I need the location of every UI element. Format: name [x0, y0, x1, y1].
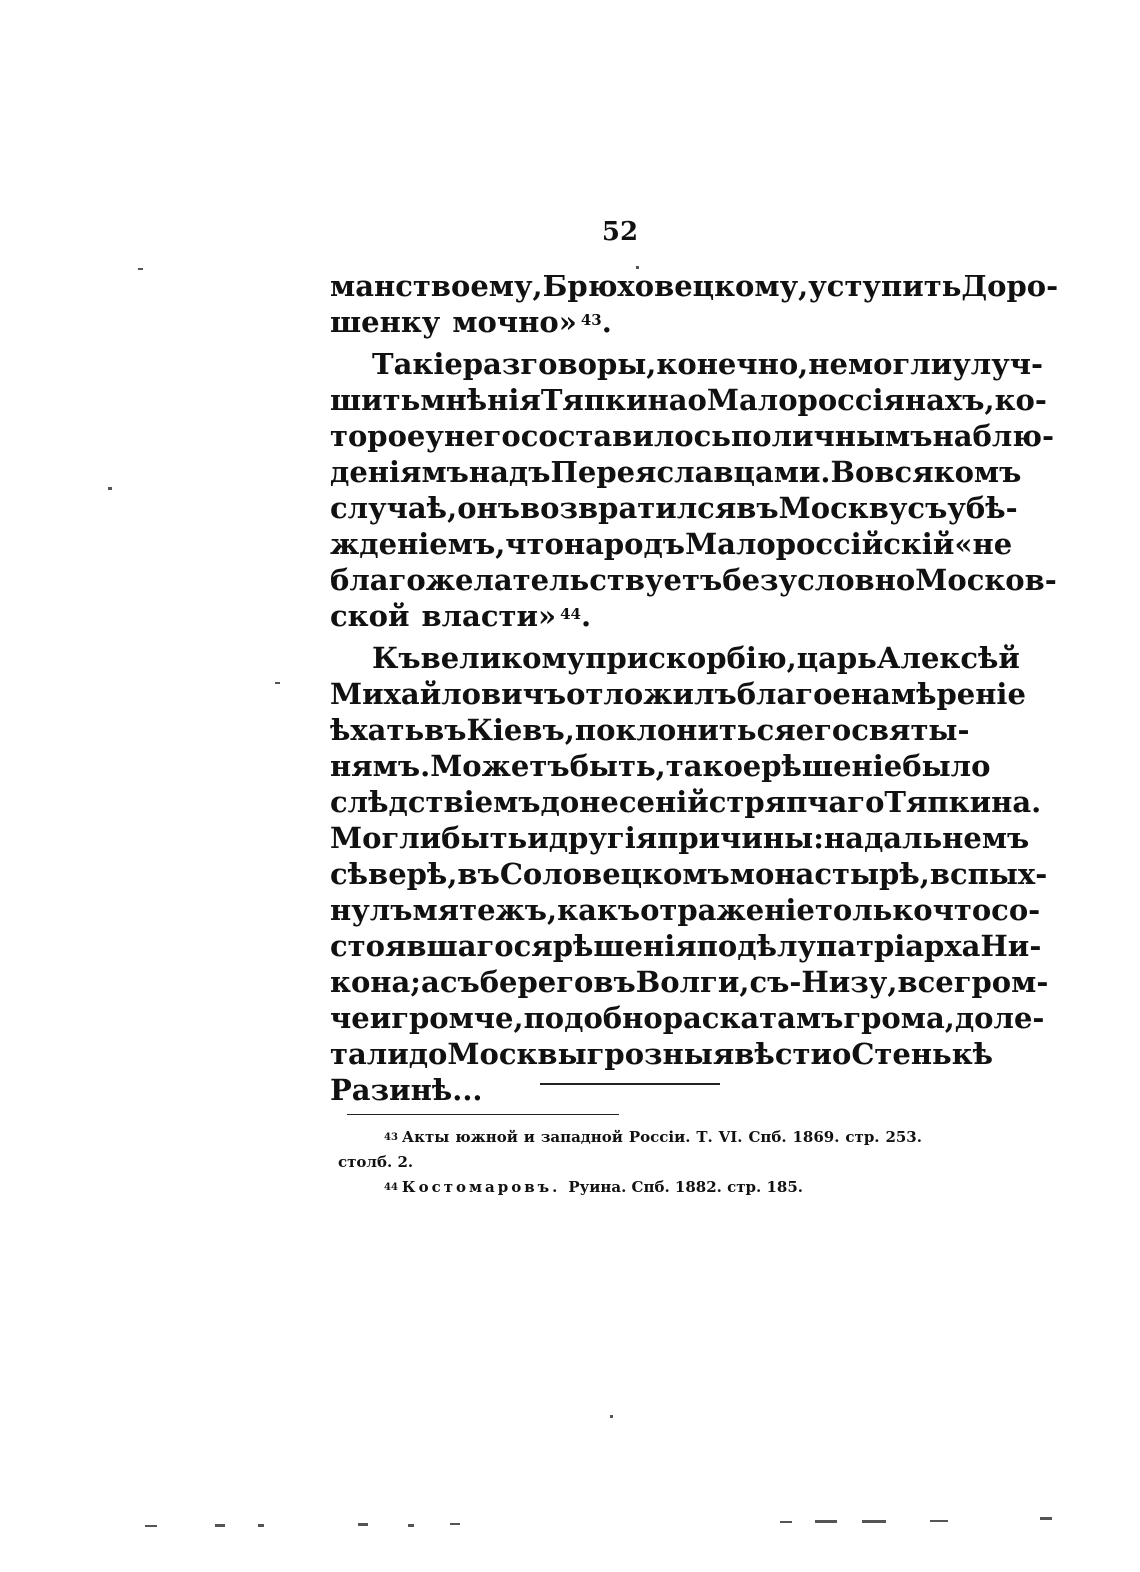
word: «не	[954, 527, 1013, 561]
word: его	[795, 713, 852, 747]
text-line	[330, 454, 1022, 490]
word: ской	[330, 599, 410, 633]
footnote-43-line-1	[338, 1125, 922, 1150]
word: Алексѣй	[876, 641, 1020, 675]
footnote-43-words	[384, 1125, 922, 1150]
word: нямъ.	[330, 749, 431, 783]
text-line	[330, 892, 1041, 928]
text-line	[330, 1000, 1045, 1036]
word: доле-	[954, 1001, 1045, 1035]
word: власти»	[421, 599, 557, 633]
word: онъ	[457, 491, 521, 525]
text-line	[330, 1036, 994, 1072]
text-line	[330, 598, 922, 634]
word: что	[932, 893, 992, 927]
footnote-44-author: Костомаровъ.	[401, 1178, 561, 1196]
word: конечно,	[656, 347, 809, 381]
footnote-44	[338, 1175, 922, 1200]
scan-speck	[358, 1523, 368, 1526]
word: съ	[439, 965, 480, 999]
footnote-word: 1869.	[792, 1128, 840, 1146]
word: стряпчаго	[708, 785, 885, 819]
word: монастырѣ,	[729, 857, 930, 891]
scan-speck	[108, 487, 112, 490]
footnote-word: Т.	[696, 1128, 713, 1146]
footnote-44-mark: 44	[384, 1182, 398, 1193]
word: Тяпкина.	[884, 785, 1042, 819]
word: въ	[457, 857, 500, 891]
word: мнѣнія	[420, 383, 541, 417]
word: убѣ-	[947, 491, 1018, 525]
word: Соловецкомъ	[499, 857, 730, 891]
word: тали	[330, 1037, 409, 1071]
word: Брюховецкому,	[542, 269, 809, 303]
word: Волги,	[635, 965, 750, 999]
text-line	[330, 346, 1044, 382]
word: было	[902, 749, 991, 783]
word: рѣшеніе	[761, 749, 903, 783]
scan-speck	[450, 1523, 460, 1525]
text-line	[330, 928, 1042, 964]
word: такое	[665, 749, 762, 783]
word: Можетъ	[430, 749, 570, 783]
footnote-word: и	[523, 1128, 535, 1146]
word: царь	[796, 641, 877, 675]
text-line	[330, 712, 970, 748]
text-line	[330, 490, 1018, 526]
word: только	[814, 893, 933, 927]
footnote-word: Спб.	[748, 1128, 787, 1146]
text-line	[330, 526, 1013, 562]
word: ему,	[470, 269, 543, 303]
word: могли	[847, 347, 953, 381]
word: Москву	[778, 491, 908, 525]
word: до	[408, 1037, 448, 1071]
word: намѣреніе	[850, 677, 1026, 711]
trailing-punctuation: .	[601, 305, 612, 339]
word: у	[425, 419, 444, 453]
scan-speck	[215, 1524, 225, 1527]
text-line	[330, 418, 1055, 454]
word: въ	[736, 491, 779, 525]
word: великому	[420, 641, 586, 675]
word: слѣдствіемъ	[330, 785, 541, 819]
word: Михайловичъ	[330, 677, 567, 711]
body-text	[330, 268, 1059, 1108]
word: съ-Низу,	[749, 965, 898, 999]
word: благое	[736, 677, 851, 711]
word: и	[527, 821, 549, 855]
word: ѣхать	[330, 713, 425, 747]
word: въ	[424, 713, 467, 747]
text-line	[330, 382, 1047, 418]
word: все	[897, 965, 954, 999]
word: другія	[548, 821, 658, 855]
word: раскатамъ	[662, 1001, 844, 1035]
word: разговоры,	[462, 347, 657, 381]
scan-speck	[1040, 1517, 1052, 1520]
text-line	[330, 268, 1059, 304]
footnote-word: VI.	[718, 1128, 743, 1146]
word: деніямъ	[330, 455, 469, 489]
scan-speck	[258, 1524, 264, 1527]
footnote-word: 253.	[885, 1128, 922, 1146]
footnote-word: Россіи.	[628, 1128, 691, 1146]
word: что	[505, 527, 564, 561]
word: шить	[330, 383, 421, 417]
text-line	[330, 964, 1049, 1000]
word: манство	[330, 269, 471, 303]
word: дѣлу	[737, 929, 816, 963]
section-end-rule	[540, 1083, 720, 1085]
footnote-reference[interactable]: 44	[560, 605, 581, 623]
word: отраженіе	[640, 893, 815, 927]
word: грозныя	[586, 1037, 735, 1071]
scan-speck	[145, 1525, 157, 1527]
word: вѣсти	[734, 1037, 832, 1071]
footnote-word: Акты	[401, 1128, 450, 1146]
word: нулъ	[330, 893, 413, 927]
word: Москов-	[915, 563, 1057, 597]
word: грома,	[843, 1001, 955, 1035]
word: уступить	[808, 269, 962, 303]
word: улуч-	[952, 347, 1044, 381]
word: причины:	[657, 821, 824, 855]
word: громче,	[391, 1001, 524, 1035]
word: народъ	[563, 527, 686, 561]
text-line	[330, 640, 1020, 676]
word: Къ	[372, 641, 421, 675]
word: поклониться	[574, 713, 796, 747]
word: мочно»	[452, 305, 577, 339]
scan-speck	[930, 1520, 948, 1522]
word: святы-	[851, 713, 970, 747]
word: личнымъ	[771, 419, 933, 453]
word: Москвы	[447, 1037, 587, 1071]
word: прискорбію,	[585, 641, 797, 675]
text-line	[330, 820, 1030, 856]
word: безусловно	[722, 563, 916, 597]
word: благожелательствуетъ	[330, 563, 723, 597]
word: случаѣ,	[330, 491, 458, 525]
word: не	[808, 347, 848, 381]
word: Малороссіянахъ,	[706, 383, 995, 417]
word: вспых-	[929, 857, 1048, 891]
word: быть,	[569, 749, 666, 783]
word: надъ	[468, 455, 551, 489]
word: жденіемъ,	[330, 527, 506, 561]
word: кона;	[330, 965, 422, 999]
scan-speck	[862, 1520, 886, 1523]
word: гром-	[953, 965, 1049, 999]
word: мятежъ,	[412, 893, 558, 927]
word: Во	[830, 455, 875, 489]
word: подобно	[523, 1001, 663, 1035]
footnote-43-mark: 43	[384, 1132, 398, 1143]
word: Малороссійскій	[685, 527, 955, 561]
footnote-word: западной	[540, 1128, 623, 1146]
footnote-word: стр.	[845, 1128, 880, 1146]
word: Тяпкина	[540, 383, 688, 417]
word: а	[421, 965, 440, 999]
word: че	[330, 1001, 370, 1035]
word: Могли	[330, 821, 442, 855]
word: составилось	[520, 419, 731, 453]
word: Стенькѣ	[851, 1037, 994, 1071]
word: на	[823, 821, 864, 855]
word: по	[696, 929, 738, 963]
page-number: 52	[601, 217, 639, 247]
word: торое	[330, 419, 426, 453]
word: Переяславцами.	[550, 455, 831, 489]
word: какъ	[557, 893, 641, 927]
word: быть	[441, 821, 528, 855]
text-line	[330, 748, 991, 784]
word: донесеній	[540, 785, 709, 819]
text-line	[330, 784, 1042, 820]
word: ко-	[994, 383, 1047, 417]
footnote-44-text: Руина. Спб. 1882. стр. 185.	[568, 1178, 804, 1196]
word: Ни-	[980, 929, 1042, 963]
word: по	[730, 419, 772, 453]
text-line	[330, 676, 1026, 712]
footnote-reference[interactable]: 43	[580, 311, 602, 329]
word: со-	[991, 893, 1041, 927]
footnote-43-first-word	[384, 1125, 449, 1150]
scan-speck	[275, 682, 280, 684]
word: наблю-	[932, 419, 1055, 453]
word: рѣшенія	[552, 929, 697, 963]
footnote-43-line-2	[338, 1150, 922, 1175]
footnote-word: южной	[455, 1128, 518, 1146]
word: патріарха	[815, 929, 981, 963]
word: и	[369, 1001, 392, 1035]
scan-speck	[138, 268, 143, 270]
word: отложилъ	[566, 677, 737, 711]
word: стоявшагося	[330, 929, 553, 963]
word: Разинѣ...	[330, 1073, 483, 1107]
word: Кіевъ,	[466, 713, 575, 747]
scan-speck	[815, 1520, 837, 1523]
scan-speck	[780, 1521, 792, 1523]
scan-speck	[610, 1415, 613, 1418]
text-line	[330, 1072, 922, 1108]
word: о	[687, 383, 707, 417]
word: шенку	[330, 305, 441, 339]
word: о	[831, 1037, 852, 1071]
footnotes	[338, 1125, 922, 1200]
word: возвратился	[520, 491, 737, 525]
word: сѣверѣ,	[330, 857, 458, 891]
word: Доро-	[961, 269, 1059, 303]
text-line	[330, 304, 922, 340]
text-line	[330, 856, 1048, 892]
word: него	[443, 419, 521, 453]
trailing-punctuation: .	[580, 599, 592, 633]
text-line	[330, 562, 1057, 598]
footnote-43-continuation: столб. 2.	[338, 1153, 414, 1171]
word: съ	[907, 491, 948, 525]
word: дальнемъ	[863, 821, 1030, 855]
scan-speck	[408, 1524, 414, 1527]
word: береговъ	[479, 965, 636, 999]
word: всякомъ	[874, 455, 1022, 489]
word: Такіе	[372, 347, 463, 381]
footnote-separator-rule	[347, 1114, 619, 1115]
